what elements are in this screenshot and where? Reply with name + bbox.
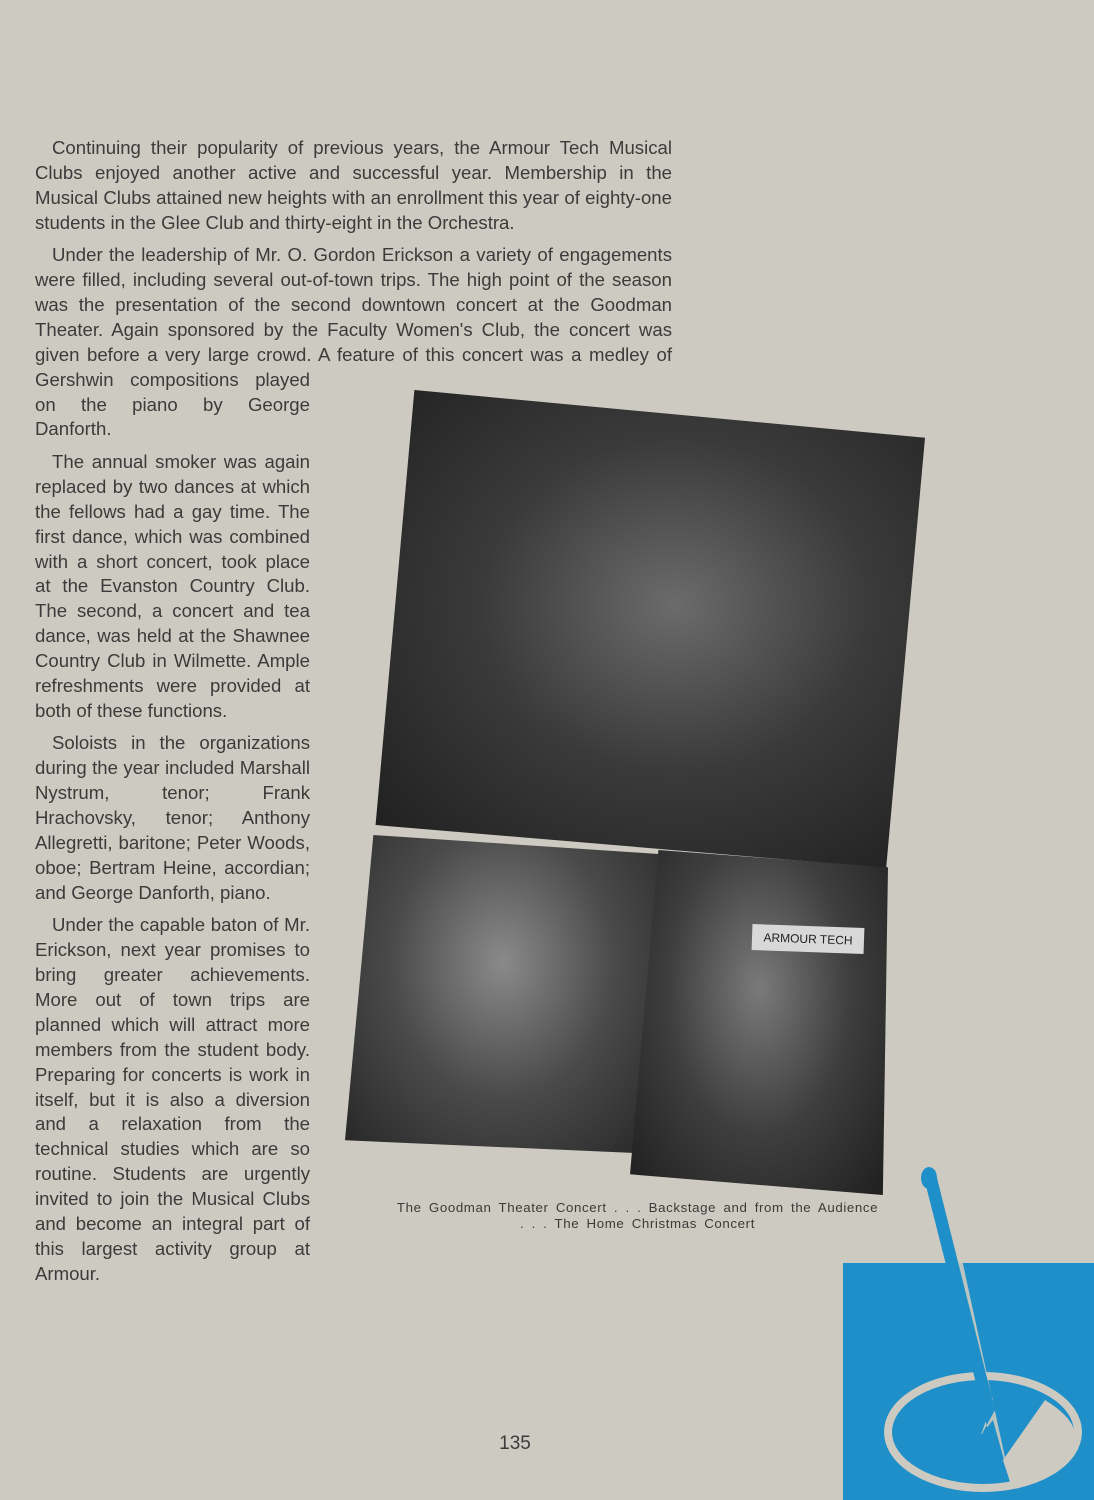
photo-goodman-backstage <box>370 390 925 868</box>
paragraph: Soloists in the organizations during the year included Marshall Nystrum, tenor; Frank Hrachovsky, tenor; Anthony Allegretti, baritone; Peter Woods, oboe; Bertram Heine, accordian; and George Danforth, piano. <box>35 732 310 903</box>
paragraph: Under the capable baton of Mr. Erickson, next year promises to bring greater achievements. More out of town trips are planned which will attract more members from the student body. Preparing for concerts is work in itself, but it is also a diversion and a relaxation from the technical studies which are so routine. Students are urgently invited to join the Musical Clubs and become an integral part of this largest activity group at Armour. <box>35 914 310 1284</box>
caption-line-1: The Goodman Theater Concert . . . Backstage and from the Audience <box>396 1200 879 1215</box>
conductor-baton-icon <box>843 1160 1094 1500</box>
paragraph: The annual smoker was again replaced by two dances at which the fellows had a gay time. The first dance, which was combined with a short concert, took place at the Evanston Country Club. The second, a concert and tea dance, was held at the Shawnee Country Club in Wilmette. Ample refreshments were provided at both of these functions. <box>35 450 310 721</box>
armour-tech-banner: ARMOUR TECH <box>752 924 865 954</box>
page-number: 135 <box>499 1433 531 1454</box>
photo-caption <box>380 1200 895 1231</box>
paragraph: Continuing their popularity of previous years, the Armour Tech Musical Clubs enjoyed another active and successful year. Membership in the Musical Clubs attained new heights with an enrollment this year of eighty-one students in the Glee Club and thirty-eight in the Orchestra. <box>35 137 672 233</box>
paragraph: Under the leadership of Mr. O. Gordon Erickson a variety of engagements were filled, including several out-of-town trips. The high point of the season was the presentation of the second downtown concert at the Goodman Theater. Again sponsored by the Faculty Women's Club, the concert was given before a very large crowd. A feature of this concert was a medley of Gershwin compositions played on the piano by George Danforth. <box>35 244 672 440</box>
caption-line-2: . . . The Home Christmas Concert <box>520 1215 755 1231</box>
photo-christmas-concert <box>630 850 888 1195</box>
photo-goodman-audience <box>345 835 660 1153</box>
